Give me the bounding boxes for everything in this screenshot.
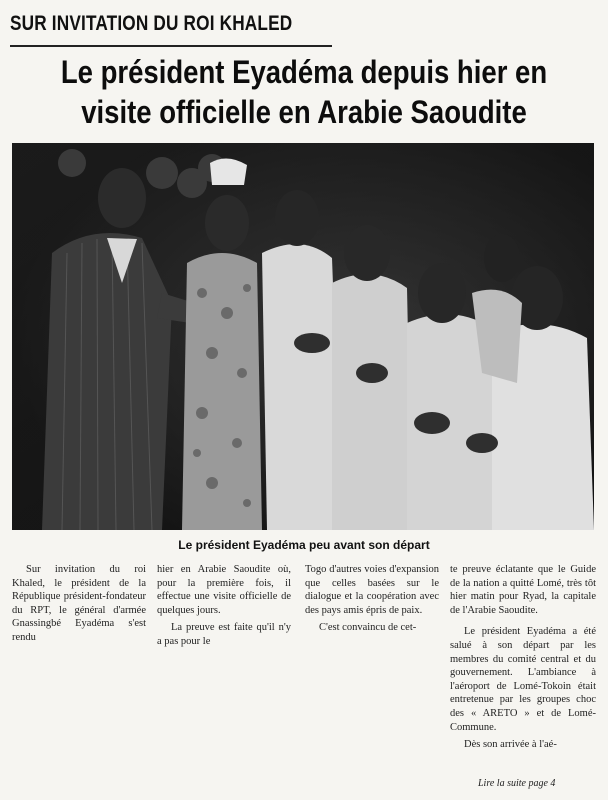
article-column-1 — [12, 563, 146, 649]
article-column-2 — [157, 563, 291, 653]
col4-paragraph-1: te preuve éclatante que le Guide de la nation a quitté Lomé, très tôt hier matin pour Ryad, la capitale de l'Arabie Saoudite. — [450, 564, 596, 616]
headline-line-2: visite officielle en Arabie Saoudite — [81, 94, 527, 130]
news-photo — [12, 143, 594, 530]
col2-paragraph-2: La preuve est faite qu'il n'y a pas pour le — [157, 622, 291, 647]
article-column-3 — [305, 563, 439, 639]
col3-paragraph-2: C'est convaincu de cet- — [319, 622, 417, 634]
kicker: SUR INVITATION DU ROI KHALED — [10, 12, 293, 35]
headline-line-1: Le président Eyadéma depuis hier en — [60, 54, 548, 90]
continued-on-page: Lire la suite page 4 — [478, 778, 556, 789]
headline — [0, 52, 608, 132]
col4-paragraph-2: Le président Eyadéma a été salué à son départ par les membres du comité central et du gouvernement. L'ambiance à l'aéroport de Lomé-Tokoin était entretenue par les groupes choc des « ARETO » et de Lomé-Commune. — [450, 626, 596, 733]
col4-paragraph-3: Dès son arrivée à l'aé- — [464, 739, 557, 751]
kicker-rule — [10, 45, 332, 47]
photo-caption: Le président Eyadéma peu avant son départ — [178, 538, 430, 552]
article-column-4 — [450, 563, 596, 756]
col3-paragraph-1: Togo d'autres voies d'expansion que celles basées sur le dialogue et la coopération avec des pays amis épris de paix. — [305, 564, 439, 616]
photo-illustration — [12, 143, 594, 530]
col2-paragraph-1: hier en Arabie Saoudite où, pour la première fois, il effectue une visite officielle de quelques jours. — [157, 564, 291, 616]
col1-paragraph-1: Sur invitation du roi Khaled, le président de la République président-fondateur du RPT, le général d'armée Gnassingbé Eyadéma s'est rendu — [12, 564, 146, 643]
